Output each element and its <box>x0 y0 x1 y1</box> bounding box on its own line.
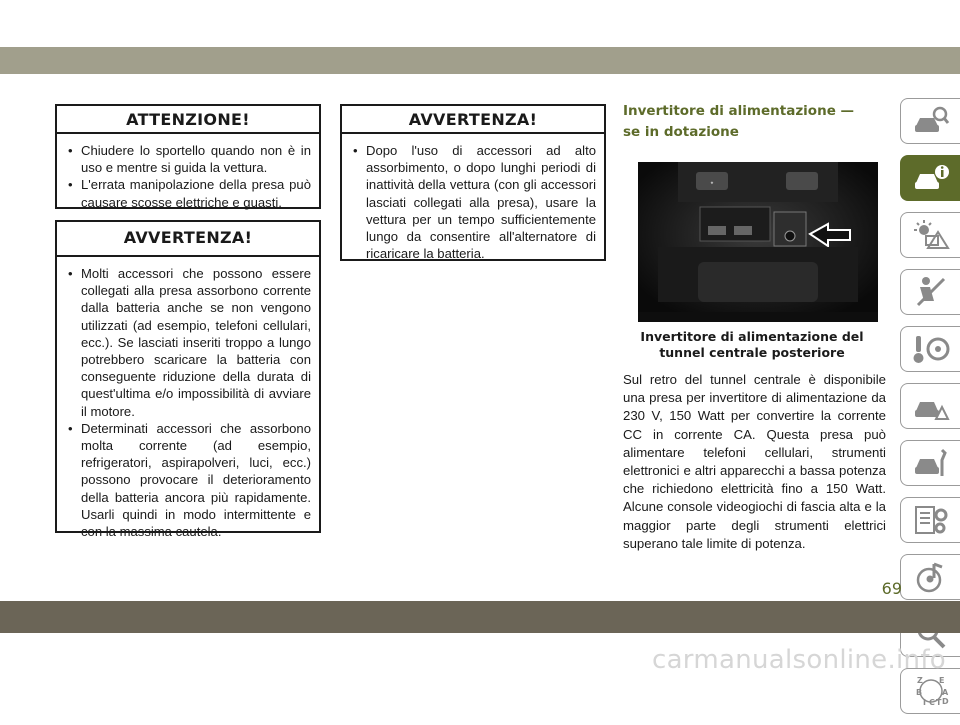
svg-text:⬩: ⬩ <box>710 178 714 187</box>
warning-list <box>342 134 604 270</box>
tab-car-search[interactable] <box>900 98 960 144</box>
alphabet-index-icon <box>912 674 950 708</box>
warning-title: AVVERTENZA! <box>342 106 604 134</box>
tab-specifications[interactable] <box>900 497 960 543</box>
list-item: • Molti accessori che possono essere collegati alla presa assorbono corrente dalla batteria anche se non vengono utilizzati (ad esempio, telefoni cellulari, ecc.). Se lasciati inseriti troppo a lungo potrebbero scaricare la batteria con conseguente riduzione della durata di quest'ultima e/o impossibilità di avviare il motore. <box>65 265 311 420</box>
bottom-band <box>0 601 960 633</box>
tab-warning-lights[interactable] <box>900 212 960 258</box>
warning-list <box>57 257 319 548</box>
car-service-icon <box>912 446 950 480</box>
svg-text:B: B <box>915 688 922 697</box>
warning-box-avvertenza-alternatore <box>340 104 606 261</box>
tab-car-hazard[interactable] <box>900 383 960 429</box>
svg-text:E: E <box>938 676 944 685</box>
svg-text:A: A <box>941 688 948 697</box>
list-item: • Chiudere lo sportello quando non è in uso e mentre si guida la vettura. <box>65 142 311 176</box>
airbag-seat-icon <box>912 275 950 309</box>
svg-text:D: D <box>941 697 949 706</box>
tab-airbag-seat[interactable] <box>900 269 960 315</box>
multimedia-icon <box>912 560 950 594</box>
page-number: 69 <box>881 579 902 598</box>
inverter-image <box>638 162 878 322</box>
warning-box-attenzione <box>55 104 321 209</box>
photo-caption: Invertitore di alimentazione del tunnel centrale posteriore <box>640 329 864 360</box>
car-hazard-icon <box>912 389 950 423</box>
section-heading: Invertitore di alimentazione — se in dotazione <box>623 103 855 140</box>
list-item: • Dopo l'uso di accessori ad alto assorbimento, o dopo lunghi periodi di inattività della vettura (con gli accessori lasciati collegati alla presa), usare la vettura per un tempo sufficientemente lungo da consentire all'alternatore di ricaricare la batteria. <box>350 142 596 262</box>
svg-text:T: T <box>935 698 941 707</box>
specifications-icon <box>912 503 950 537</box>
top-band <box>0 47 960 74</box>
warning-list <box>57 134 319 219</box>
warning-title: AVVERTENZA! <box>57 222 319 257</box>
svg-text:I: I <box>922 698 926 707</box>
steering-wheel-icon <box>912 332 950 366</box>
tab-multimedia[interactable] <box>900 554 960 600</box>
svg-text:C: C <box>928 698 935 707</box>
body-paragraph: Sul retro del tunnel centrale è disponibile una presa per invertitore di alimentazione da 230 V, 150 Watt per convertire la corrente CC in corrente CA. Questa presa può alimentare telefoni cellulari, strumenti elettronici e altri apparecchi a bassa potenza che richiedono elettricità fino a 150 Watt. Alcune console videogiochi di fascia alta e la maggior parte degli strumenti elettrici superano tale limite di potenza. <box>623 372 886 551</box>
warning-title: ATTENZIONE! <box>57 106 319 134</box>
svg-text:Z: Z <box>916 676 923 685</box>
watermark: carmanualsonline.info <box>651 645 946 675</box>
car-info-icon <box>912 161 950 195</box>
list-item: • Determinati accessori che assorbono molta corrente (ad esempio, refrigeratori, aspirapolveri, luci, ecc.) possono provocare il deterioramento della batteria ancora più rapidamente. Usarli quindi in modo intermittente e con la massima cautela. <box>65 420 311 540</box>
warning-lights-icon <box>912 218 950 252</box>
tab-steering-wheel[interactable] <box>900 326 960 372</box>
warning-box-avvertenza <box>55 220 321 540</box>
power-inverter-photo <box>638 162 878 322</box>
list-item: • L'errata manipolazione della presa può causare scosse elettriche e guasti. <box>65 176 311 210</box>
tab-car-info[interactable] <box>900 155 960 201</box>
car-search-icon <box>912 104 950 138</box>
tab-car-service[interactable] <box>900 440 960 486</box>
